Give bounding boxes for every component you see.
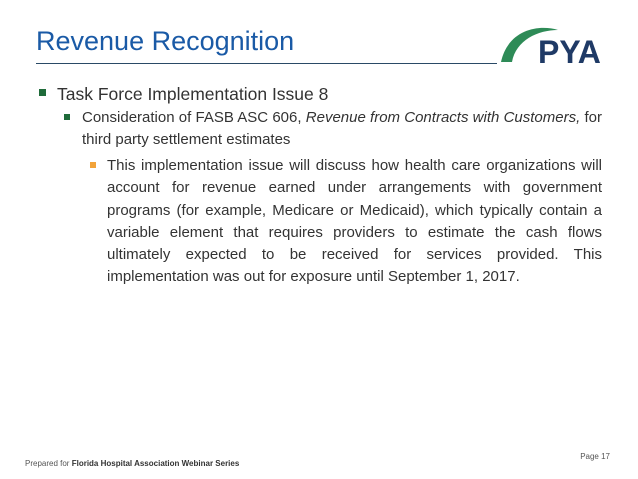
bullet-2-suffix: for third party settlement estimates bbox=[82, 109, 602, 148]
title-divider bbox=[36, 63, 497, 64]
bullet-marker bbox=[90, 162, 96, 168]
bullet-level-2 bbox=[82, 107, 602, 151]
footer-credit bbox=[25, 459, 239, 468]
footer-series: Florida Hospital Association Webinar Series bbox=[71, 459, 240, 468]
page-number: Page 17 bbox=[580, 452, 610, 461]
footer-prefix: Prepared for bbox=[25, 459, 72, 468]
slide-title: Revenue Recognition bbox=[36, 26, 295, 56]
logo-text: PYA bbox=[538, 34, 601, 66]
bullet-marker bbox=[64, 114, 70, 120]
bullet-level-1: Task Force Implementation Issue 8 bbox=[57, 84, 329, 104]
bullet-level-3: This implementation issue will discuss how health care organizations will account for revenue earned under arrangements with government programs (for example, Medicare or Medicaid), which typically contain a variable element that requires providers to estimate the cash flows ultimately expected to be received for services provided. This implementation was out for exposure until September 1, 2017. bbox=[107, 157, 602, 286]
pya-logo bbox=[498, 22, 616, 66]
bullet-2-italic: Revenue from Contracts with Customers, bbox=[305, 109, 581, 126]
bullet-marker bbox=[39, 89, 46, 96]
bullet-2-prefix: Consideration of FASB ASC 606, bbox=[82, 109, 306, 126]
